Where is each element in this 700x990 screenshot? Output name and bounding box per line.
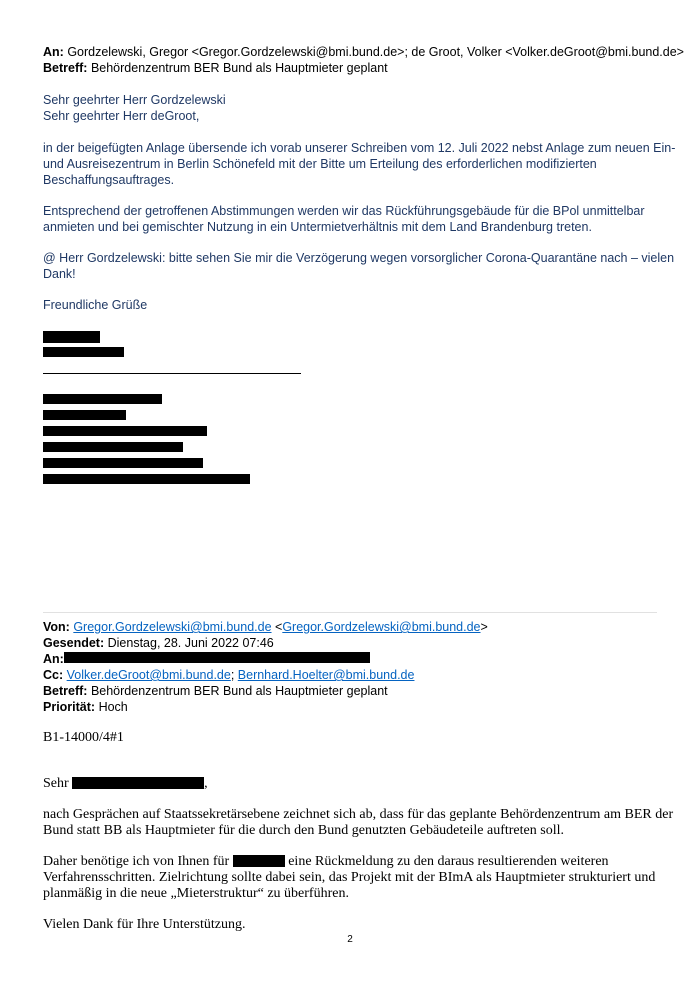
reference-number: B1-14000/4#1 bbox=[43, 730, 124, 745]
page-number: 2 bbox=[347, 934, 353, 945]
original-priority-label: Priorität: bbox=[43, 700, 96, 714]
header-subject-line bbox=[43, 60, 388, 76]
redaction-block bbox=[64, 652, 370, 663]
redaction-block bbox=[43, 474, 250, 484]
reply-para1-line1: in der beigefügten Anlage übersende ich vorab unserer Schreiben vom 12. Juli 2022 nebst Anlage zum neuen Ein- bbox=[43, 141, 676, 155]
redaction-block bbox=[43, 442, 183, 452]
reply-para2-line2: anmieten und bei gemischter Nutzung in ein Untermietverhältnis mit dem Land Brandenburg treten. bbox=[43, 220, 592, 234]
reply-para3-line1: @ Herr Gordzelewski: bitte sehen Sie mir die Verzögerung wegen vorsorglicher Corona-Quarantäne nach – vielen bbox=[43, 251, 675, 265]
from-email-link-bracketed[interactable]: Gregor.Gordzelewski@bmi.bund.de bbox=[282, 620, 481, 634]
original-priority-value: Hoch bbox=[98, 700, 128, 714]
redaction-block bbox=[43, 458, 203, 468]
original-subject-line bbox=[43, 683, 388, 699]
original-body2-line1 bbox=[43, 854, 609, 870]
original-from-label: Von: bbox=[43, 620, 70, 634]
original-to-line bbox=[43, 651, 64, 667]
redaction-block bbox=[43, 426, 207, 436]
original-body1-line1: nach Gesprächen auf Staatssekretärsebene zeichnet sich ab, dass für das geplante Behördenzentrum am BER der bbox=[43, 807, 674, 822]
original-cc-line: Cc: Volker.deGroot@bmi.bund.de; Bernhard.Hoelter@bmi.bund.de bbox=[43, 668, 415, 682]
from-email-link[interactable]: Gregor.Gordzelewski@bmi.bund.de bbox=[73, 620, 272, 634]
salutation-2: Sehr geehrter Herr deGroot, bbox=[43, 109, 200, 123]
reply-closing: Freundliche Grüße bbox=[43, 298, 148, 312]
header-to-value: Gordzelewski, Gregor <Gregor.Gordzelewski@bmi.bund.de>; de Groot, Volker <Volker.deGroot@bmi.bund.de> bbox=[67, 45, 684, 59]
original-body2-line2: Verfahrensschritten. Zielrichtung sollte dabei sein, das Projekt mit der BImA als Hauptmieter strukturiert und bbox=[43, 870, 656, 885]
original-sent-label: Gesendet: bbox=[43, 636, 105, 650]
original-thanks: Vielen Dank für Ihre Unterstützung. bbox=[43, 917, 246, 932]
redaction-block bbox=[43, 410, 126, 420]
salutation-1: Sehr geehrter Herr Gordzelewski bbox=[43, 93, 226, 107]
original-body2-line3: planmäßig in die neue „Mieterstruktur“ zu überführen. bbox=[43, 886, 349, 901]
reply-para3-line2: Dank! bbox=[43, 267, 76, 281]
header-to-line bbox=[43, 44, 684, 60]
redaction-block bbox=[72, 777, 204, 789]
redaction-block bbox=[233, 855, 285, 867]
redaction-block bbox=[43, 394, 162, 404]
original-body1-line2: Bund statt BB als Hauptmieter für die durch den Bund genutzten Gebäudeteile auftreten soll. bbox=[43, 823, 564, 838]
reply-para2-line1: Entsprechend der getroffenen Abstimmungen werden wir das Rückführungsgebäude für die BPol unmittelbar bbox=[43, 204, 645, 218]
redaction-block bbox=[43, 331, 100, 343]
cc-email-link[interactable]: Bernhard.Hoelter@bmi.bund.de bbox=[237, 668, 415, 682]
header-subject-value: Behördenzentrum BER Bund als Hauptmieter geplant bbox=[90, 61, 388, 75]
original-subject-value: Behördenzentrum BER Bund als Hauptmieter geplant bbox=[90, 684, 388, 698]
redaction-block bbox=[43, 347, 124, 357]
original-sent-value: Dienstag, 28. Juni 2022 07:46 bbox=[107, 636, 274, 650]
original-from-line: Von: Gregor.Gordzelewski@bmi.bund.de <Gregor.Gordzelewski@bmi.bund.de> bbox=[43, 620, 488, 634]
original-greeting-line: Sehr , bbox=[43, 776, 208, 791]
original-priority-line bbox=[43, 699, 128, 715]
reply-para1-line2: und Ausreisezentrum in Berlin Schönefeld mit der Bitte um Erteilung des erforderlichen modifizierten bbox=[43, 157, 597, 171]
header-to-label: An: bbox=[43, 45, 64, 59]
signature-divider bbox=[43, 373, 301, 374]
original-greeting: Sehr bbox=[43, 776, 69, 791]
original-sent-line bbox=[43, 635, 274, 651]
original-body2-line1-b: eine Rückmeldung zu den daraus resultierenden weiteren bbox=[288, 854, 609, 869]
message-separator bbox=[43, 612, 657, 613]
header-subject-label: Betreff: bbox=[43, 61, 88, 75]
original-subject-label: Betreff: bbox=[43, 684, 88, 698]
reply-para1-line3: Beschaffungsauftrages. bbox=[43, 173, 175, 187]
original-cc-label: Cc: bbox=[43, 668, 64, 682]
cc-email-link[interactable]: Volker.deGroot@bmi.bund.de bbox=[66, 668, 231, 682]
original-body2-line1-a: Daher benötige ich von Ihnen für bbox=[43, 854, 230, 869]
original-to-label: An: bbox=[43, 652, 64, 666]
